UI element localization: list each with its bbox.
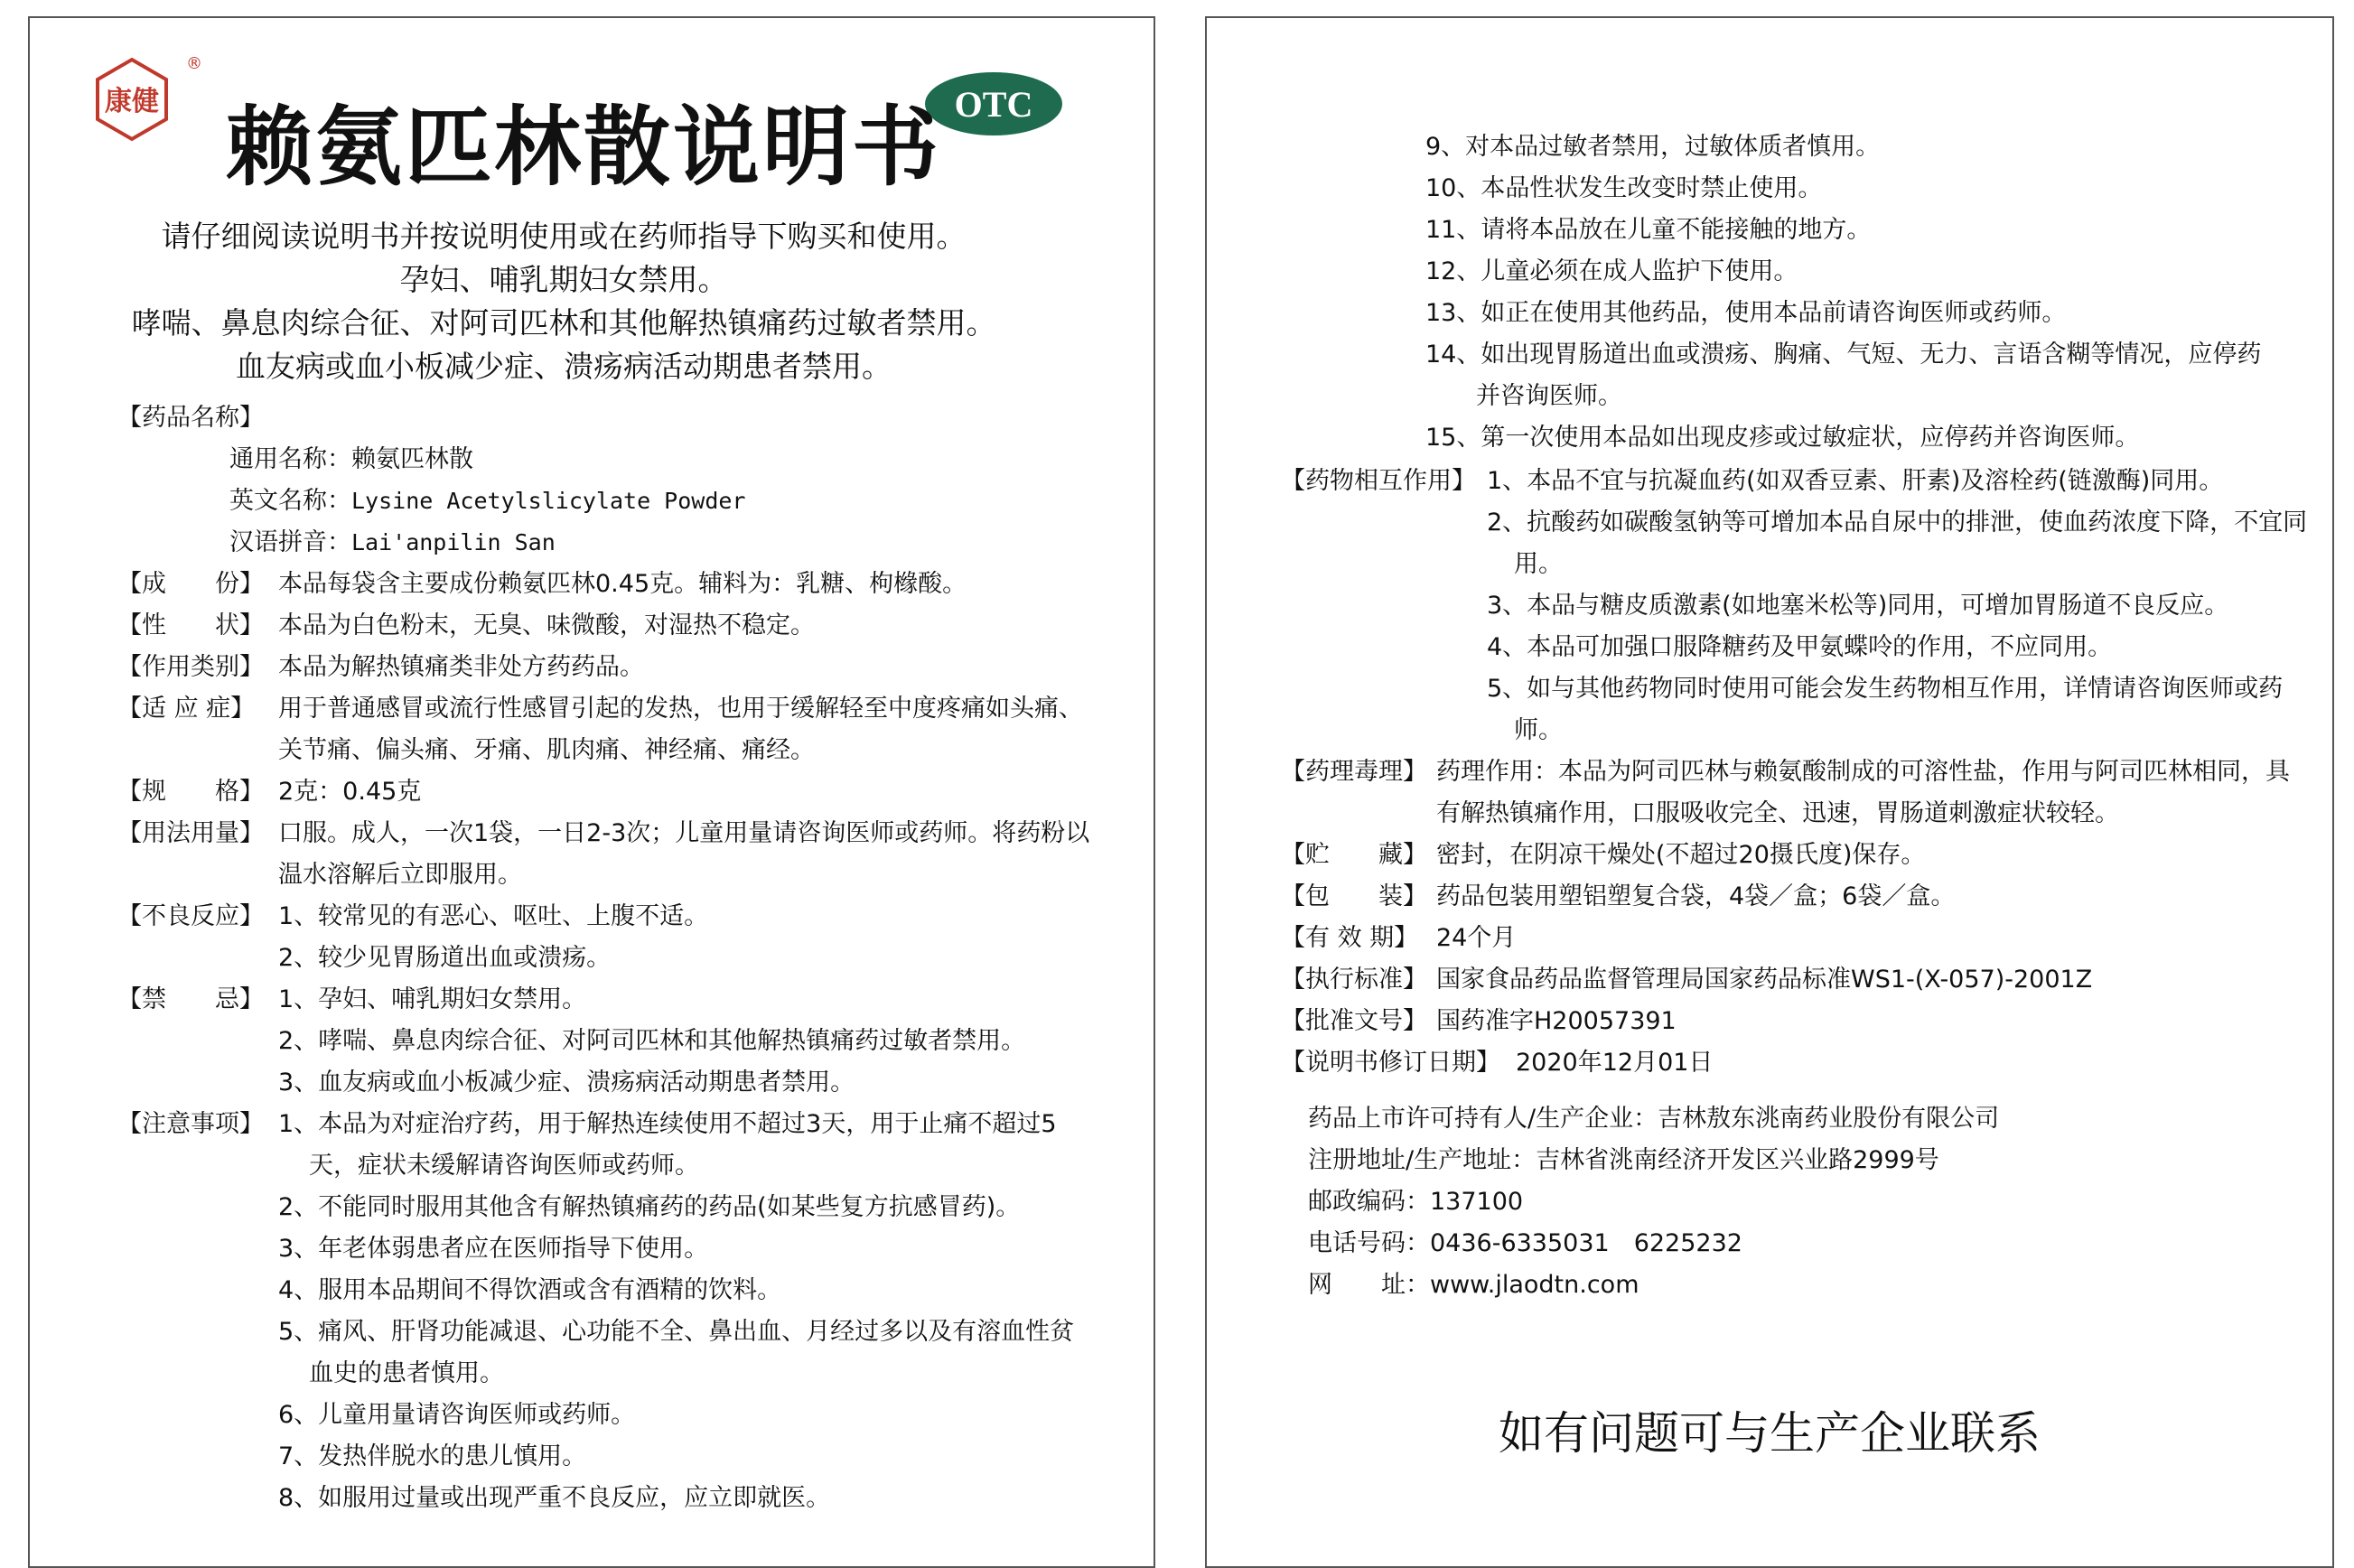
revision-text: 2020年12月01日 [1516, 1049, 1714, 1077]
package-text: 药品包装用塑铝塑复合袋，4袋／盒；6袋／盒。 [1436, 882, 1956, 910]
list-item: 2、抗酸药如碳酸氢钠等可增加本品自尿中的排泄，使血药浓度下降，不宜同用。 [1487, 509, 2308, 578]
character-row [117, 605, 1093, 647]
list-item: 13、如正在使用其他药品，使用本品前请咨询医师或药师。 [1425, 299, 2067, 327]
adverse-row [117, 896, 1093, 979]
category-label: 【作用类别】 [117, 653, 264, 681]
precautions-row [117, 1104, 1093, 1519]
list-item: 2、哮喘、鼻息肉综合征、对阿司匹林和其他解热镇痛药过敏者禁用。 [278, 1027, 1026, 1055]
list-item: 10、本品性状发生改变时禁止使用。 [1425, 174, 1823, 202]
composition-row [117, 564, 1093, 605]
storage-row [1281, 835, 2311, 876]
validity-row [1281, 918, 2311, 959]
otc-badge [923, 70, 1064, 137]
specification-label: 【规 格】 [117, 778, 264, 806]
pharmacology-text: 药理作用：本品为阿司匹林与赖氨酸制成的可溶性盐，作用与阿司匹林相同，具有解热镇痛作用，口服吸收完全、迅速，胃肠道刺激症状较轻。 [1436, 758, 2290, 827]
composition-text: 本品每袋含主要成份赖氨匹林0.45克。辅料为：乳糖、枸橼酸。 [278, 570, 967, 598]
warning-line: 血友病或血小板减少症、溃疡病活动期患者禁用。 [236, 349, 892, 384]
standard-text: 国家食品药品监督管理局国家药品标准WS1-(X-057)-2001Z [1436, 966, 2093, 994]
list-item: 4、服用本品期间不得饮酒或含有酒精的饮料。 [278, 1276, 782, 1304]
list-item: 9、对本品过敏者禁用，过敏体质者慎用。 [1425, 133, 1881, 161]
warning-line: 哮喘、鼻息肉综合征、对阿司匹林和其他解热镇痛药过敏者禁用。 [131, 305, 996, 341]
list-item: 3、本品与糖皮质激素(如地塞米松等)同用，可增加胃肠道不良反应。 [1487, 592, 2229, 620]
phone: 电话号码：0436-6335031 6225232 [1308, 1229, 1742, 1257]
category-row [117, 647, 1093, 688]
list-item: 11、请将本品放在儿童不能接触的地方。 [1425, 216, 1872, 244]
approval-row [1281, 1001, 2311, 1042]
list-item: 1、孕妇、哺乳期妇女禁用。 [278, 985, 587, 1013]
website: 网 址：www.jlaodtn.com [1308, 1271, 1639, 1299]
validity-label: 【有 效 期】 [1281, 924, 1419, 952]
revision-label: 【说明书修订日期】 [1281, 1049, 1500, 1077]
dosage-text: 口服。成人，一次1袋，一日2-3次；儿童用量请咨询医师或药师。将药粉以温水溶解后立即服用。 [278, 819, 1090, 889]
postcode: 邮政编码：137100 [1308, 1188, 1524, 1216]
svg-text:OTC: OTC [954, 84, 1033, 125]
warning-block [0, 215, 1127, 388]
storage-label: 【贮 藏】 [1281, 841, 1427, 869]
left-column-content [117, 397, 1093, 1519]
character-text: 本品为白色粉末，无臭、味微酸，对湿热不稳定。 [278, 611, 815, 639]
list-item: 3、年老体弱患者应在医师指导下使用。 [278, 1235, 709, 1263]
list-item: 1、较常见的有恶心、呕吐、上腹不适。 [278, 902, 709, 930]
list-item: 2、不能同时服用其他含有解热镇痛药的药品(如某些复方抗感冒药)。 [278, 1193, 1021, 1221]
pharmacology-label: 【药理毒理】 [1281, 758, 1427, 786]
contraindications-row [117, 979, 1093, 1104]
standard-row [1281, 959, 2311, 1001]
english-name-row: 英文名称：Lysine Acetylslicylate Powder [229, 487, 746, 515]
right-column-sections [1281, 461, 2311, 1084]
precautions-continued [1425, 126, 2284, 459]
list-item: 14、如出现胃肠道出血或溃疡、胸痛、气短、无力、言语含糊等情况，应停药并咨询医师。 [1425, 341, 2262, 410]
list-item: 6、儿童用量请咨询医师或药师。 [278, 1401, 636, 1429]
generic-name-row: 通用名称：赖氨匹林散 [229, 445, 473, 473]
revision-row [1281, 1042, 2311, 1084]
dosage-row [117, 813, 1093, 896]
specification-text: 2克：0.45克 [278, 778, 422, 806]
company-address: 注册地址/生产地址：吉林省洮南经济开发区兴业路2999号 [1308, 1146, 1939, 1174]
composition-label: 【成 份】 [117, 570, 264, 598]
package-row [1281, 876, 2311, 918]
approval-label: 【批准文号】 [1281, 1007, 1427, 1035]
standard-label: 【执行标准】 [1281, 966, 1427, 994]
validity-text: 24个月 [1436, 924, 1517, 952]
list-item: 12、儿童必须在成人监护下使用。 [1425, 257, 1798, 285]
indications-text: 用于普通感冒或流行性感冒引起的发热，也用于缓解轻至中度疼痛如头痛、关节痛、偏头痛、牙痛、肌肉痛、神经痛、痛经。 [278, 695, 1083, 764]
precautions-label: 【注意事项】 [117, 1110, 264, 1138]
list-item: 4、本品可加强口服降糖药及甲氨蝶呤的作用，不应同用。 [1487, 633, 2113, 661]
drug-name-heading: 【药品名称】 [117, 404, 264, 432]
list-item: 1、本品为对症治疗药，用于解热连续使用不超过3天，用于止痛不超过5天，症状未缓解请咨询医师或药师。 [278, 1110, 1057, 1180]
interactions-row [1281, 461, 2311, 751]
approval-text: 国药准字H20057391 [1436, 1007, 1677, 1035]
license-holder: 药品上市许可持有人/生产企业：吉林敖东洮南药业股份有限公司 [1308, 1105, 2000, 1133]
storage-text: 密封，在阴凉干燥处(不超过20摄氏度)保存。 [1436, 841, 1926, 869]
indications-row [117, 688, 1093, 771]
contraindications-label: 【禁 忌】 [117, 985, 264, 1013]
indications-label: 【适 应 症】 [117, 695, 256, 723]
registered-mark: ® [186, 54, 202, 73]
list-item: 5、如与其他药物同时使用可能会发生药物相互作用，详情请咨询医师或药师。 [1487, 675, 2284, 744]
list-item: 2、较少见胃肠道出血或溃疡。 [278, 944, 612, 972]
list-item: 7、发热伴脱水的患儿慎用。 [278, 1442, 587, 1470]
kangjian-logo-icon [89, 56, 175, 143]
list-item: 3、血友病或血小板减少症、溃疡病活动期患者禁用。 [278, 1069, 855, 1097]
list-item: 15、第一次使用本品如出现皮疹或过敏症状，应停药并咨询医师。 [1425, 424, 2140, 452]
character-label: 【性 状】 [117, 611, 264, 639]
svg-text:康健: 康健 [105, 86, 159, 117]
pharmacology-row [1281, 751, 2311, 835]
interactions-label: 【药物相互作用】 [1281, 467, 1476, 495]
contact-note: 如有问题可与生产企业联系 [1499, 1407, 2041, 1460]
warning-line: 请仔细阅读说明书并按说明使用或在药师指导下购买和使用。 [161, 219, 967, 254]
category-text: 本品为解热镇痛类非处方药药品。 [278, 653, 644, 681]
page-title: 赖氨匹林散说明书 [226, 97, 941, 198]
package-label: 【包 装】 [1281, 882, 1427, 910]
dosage-label: 【用法用量】 [117, 819, 264, 847]
pinyin-row: 汉语拼音：Lai'anpilin San [229, 528, 556, 556]
company-info [1308, 1098, 2211, 1306]
adverse-label: 【不良反应】 [117, 902, 264, 930]
list-item: 1、本品不宜与抗凝血药(如双香豆素、肝素)及溶栓药(链激酶)同用。 [1487, 467, 2224, 495]
specification-row [117, 771, 1093, 813]
warning-line: 孕妇、哺乳期妇女禁用。 [399, 262, 728, 297]
list-item: 5、痛风、肝肾功能减退、心功能不全、鼻出血、月经过多以及有溶血性贫血史的患者慎用。 [278, 1318, 1075, 1387]
list-item: 8、如服用过量或出现严重不良反应，应立即就医。 [278, 1484, 831, 1512]
